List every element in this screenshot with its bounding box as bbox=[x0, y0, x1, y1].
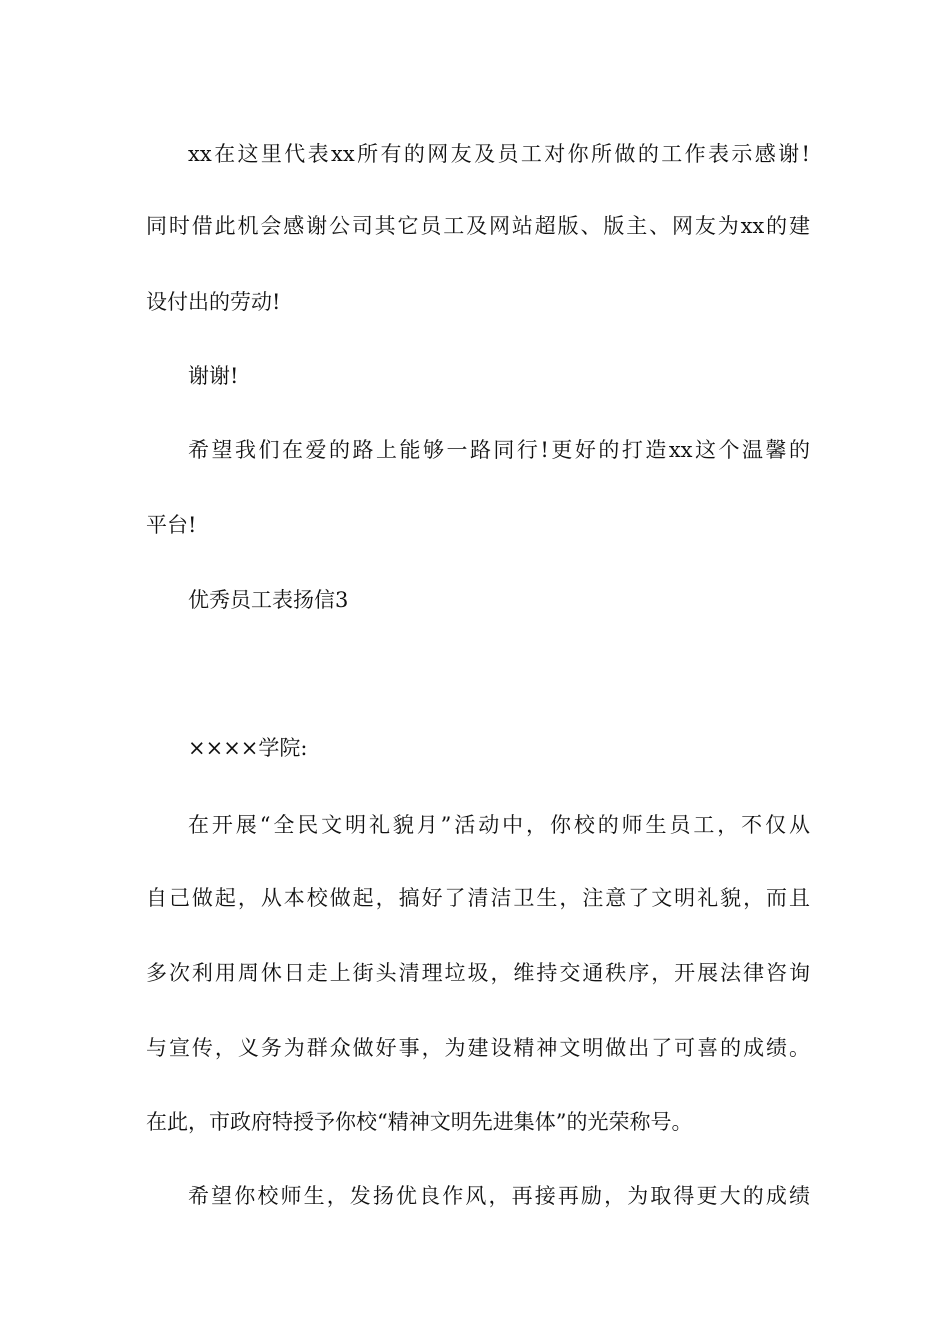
paragraph-line: xx在这里代表xx所有的网友及员工对你所做的工作表示感谢! bbox=[188, 142, 810, 166]
paragraph-line: 平台! bbox=[146, 513, 197, 537]
paragraph-line: 自己做起，从本校做起，搞好了清洁卫生，注意了文明礼貌，而且 bbox=[146, 886, 810, 910]
paragraph-line: 多次利用周休日走上街头清理垃圾，维持交通秩序，开展法律咨询 bbox=[146, 961, 810, 985]
paragraph-line: 设付出的劳动! bbox=[146, 290, 281, 314]
paragraph-line: 在此，市政府特授予你校“精神文明先进集体”的光荣称号。 bbox=[146, 1110, 693, 1134]
section-heading: 优秀员工表扬信3 bbox=[188, 588, 349, 612]
paragraph-line: 与宣传，义务为群众做好事，为建设精神文明做出了可喜的成绩。 bbox=[146, 1036, 810, 1060]
paragraph-line: 同时借此机会感谢公司其它员工及网站超版、版主、网友为xx的建 bbox=[146, 214, 810, 238]
salutation: ××××学院: bbox=[188, 736, 308, 760]
paragraph-line: 在开展“全民文明礼貌月”活动中，你校的师生员工，不仅从 bbox=[188, 813, 810, 837]
paragraph-line: 希望我们在爱的路上能够一路同行!更好的打造xx这个温馨的 bbox=[188, 438, 810, 462]
paragraph-line: 谢谢! bbox=[188, 364, 239, 388]
paragraph-line: 希望你校师生，发扬优良作风，再接再励，为取得更大的成绩 bbox=[188, 1184, 810, 1208]
